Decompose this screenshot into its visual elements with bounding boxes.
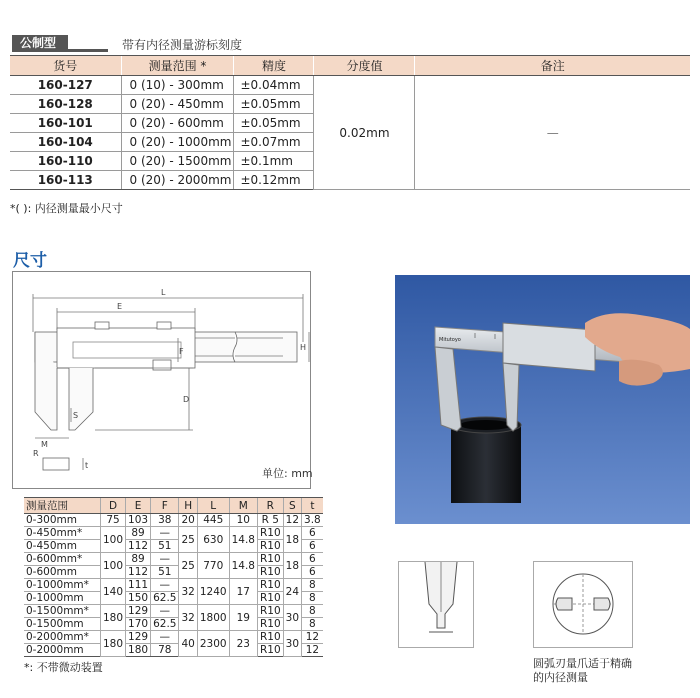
order-code: 160-113 [10,171,121,190]
m-cell: 10 [229,514,257,527]
spec-header-range: 测量范围 * [121,56,234,76]
e-cell: 150 [126,592,151,605]
r-cell: R10 [257,553,283,566]
dim-header: M [229,498,257,514]
section-tag: 公制型 [12,35,68,52]
f-cell: 51 [151,566,179,579]
accuracy: ±0.05mm [234,95,314,114]
f-cell: 38 [151,514,179,527]
dim-header: F [151,498,179,514]
dim-header: 测量范围 [24,498,101,514]
range-cell: 0-300mm [24,514,101,527]
f-cell: — [151,553,179,566]
accuracy: ±0.1mm [234,152,314,171]
section-tag-rule [68,49,108,52]
section-title: 带有内径测量游标刻度 [122,38,243,52]
dim-header-row [24,498,323,514]
l-cell: 1240 [197,579,229,605]
measuring-range: 0 (20) - 1500mm [121,152,234,171]
jaw-tip-detail [398,561,474,648]
f-cell: 51 [151,540,179,553]
e-cell: 89 [126,553,151,566]
r-cell: R10 [257,631,283,644]
r-cell: R10 [257,605,283,618]
f-cell: — [151,605,179,618]
d-cell: 100 [101,527,126,553]
f-cell: 62.5 [151,618,179,631]
measuring-range: 0 (20) - 600mm [121,114,234,133]
l-cell: 630 [197,527,229,553]
table-row [24,644,323,657]
t-cell: 6 [302,527,323,540]
range-cell: 0-2000mm* [24,631,101,644]
t-cell: 12 [302,631,323,644]
caliper-drawing [12,271,311,489]
accuracy: ±0.12mm [234,171,314,190]
range-cell: 0-450mm [24,540,101,553]
remarks: — [415,76,690,190]
e-cell: 112 [126,566,151,579]
label-s: S [73,411,79,420]
range-cell: 0-2000mm [24,644,101,657]
e-cell: 112 [126,540,151,553]
dimension-table [24,497,323,657]
dim-header: S [283,498,301,514]
jaw-caption-line2: 的内径测量 [533,671,588,684]
spec-header-remarks: 备注 [415,56,690,76]
table-row [24,605,323,618]
ring-workpiece [451,425,521,503]
r-cell: R10 [257,540,283,553]
r-cell: R10 [257,527,283,540]
order-code: 160-101 [10,114,121,133]
unit-label: 单位: mm [262,467,313,480]
spec-footnote: *( ): 内径测量最小尺寸 [10,202,123,215]
m-cell: 17 [229,579,257,605]
measuring-range: 0 (20) - 450mm [121,95,234,114]
dim-header: L [197,498,229,514]
label-r: R [33,449,39,458]
e-cell: 129 [126,631,151,644]
label-e: E [117,302,123,311]
r-cell: R 5 [257,514,283,527]
l-cell: 1800 [197,605,229,631]
measuring-range: 0 (10) - 300mm [121,76,234,95]
graduation: 0.02mm [314,76,415,190]
l-cell: 2300 [197,631,229,657]
t-cell: 8 [302,618,323,631]
r-cell: R10 [257,566,283,579]
h-cell: 20 [179,514,197,527]
order-code: 160-110 [10,152,121,171]
t-cell: 6 [302,540,323,553]
brand-text: Mitutoyo [439,337,461,343]
range-cell: 0-600mm [24,566,101,579]
label-d: D [183,395,190,404]
h-cell: 32 [179,605,197,631]
table-row [24,592,323,605]
accuracy: ±0.07mm [234,133,314,152]
t-cell: 8 [302,579,323,592]
photo-slider [503,323,595,371]
s-cell: 12 [283,514,301,527]
label-m: M [41,440,48,449]
label-h: H [300,343,307,352]
table-row [24,579,323,592]
f-cell: — [151,579,179,592]
dimensions-heading: 尺寸 [13,251,47,271]
h-cell: 32 [179,579,197,605]
f-cell: — [151,527,179,540]
table-row [24,553,323,566]
e-cell: 180 [126,644,151,657]
table-row [24,566,323,579]
jaw-caption-line1: 圆弧刃量爪适于精确 [533,657,632,670]
h-cell: 40 [179,631,197,657]
s-cell: 30 [283,605,301,631]
table-row [10,76,690,95]
d-cell: 100 [101,553,126,579]
spec-header-row [10,56,690,76]
dim-footnote: *: 不带微动装置 [24,661,103,674]
range-cell: 0-450mm* [24,527,101,540]
t-cell: 8 [302,592,323,605]
dim-header: E [126,498,151,514]
e-cell: 111 [126,579,151,592]
dim-header: H [179,498,197,514]
r-cell: R10 [257,644,283,657]
order-code: 160-128 [10,95,121,114]
e-cell: 89 [126,527,151,540]
d-cell: 180 [101,605,126,631]
moving-jaw [57,368,93,430]
accuracy: ±0.04mm [234,76,314,95]
r-cell: R10 [257,618,283,631]
e-cell: 103 [126,514,151,527]
table-row [24,527,323,540]
t-cell: 3.8 [302,514,323,527]
t-cell: 6 [302,566,323,579]
jaw-caption [533,657,663,685]
order-code: 160-104 [10,133,121,152]
d-cell: 75 [101,514,126,527]
f-cell: — [151,631,179,644]
s-cell: 30 [283,631,301,657]
measuring-range: 0 (20) - 2000mm [121,171,234,190]
label-l: L [161,288,166,297]
m-cell: 19 [229,605,257,631]
accuracy: ±0.05mm [234,114,314,133]
f-cell: 78 [151,644,179,657]
h-cell: 25 [179,527,197,553]
range-cell: 0-1000mm [24,592,101,605]
e-cell: 129 [126,605,151,618]
s-cell: 18 [283,527,301,553]
h-cell: 25 [179,553,197,579]
dim-header: D [101,498,126,514]
f-cell: 62.5 [151,592,179,605]
t-cell: 8 [302,605,323,618]
t-cell: 12 [302,644,323,657]
label-f: F [179,347,184,356]
r-cell: R10 [257,579,283,592]
r-cell: R10 [257,592,283,605]
s-cell: 18 [283,553,301,579]
product-photo [395,275,690,524]
table-row [24,631,323,644]
spec-header-code: 货号 [10,56,121,76]
range-cell: 0-1000mm* [24,579,101,592]
order-code: 160-127 [10,76,121,95]
s-cell: 24 [283,579,301,605]
dim-header: R [257,498,283,514]
range-cell: 0-1500mm [24,618,101,631]
dim-header: t [302,498,323,514]
range-cell: 0-600mm* [24,553,101,566]
spec-table [10,55,690,190]
table-row [24,618,323,631]
m-cell: 14.8 [229,553,257,579]
l-cell: 770 [197,553,229,579]
label-t: t [85,461,89,470]
t-cell: 6 [302,553,323,566]
range-cell: 0-1500mm* [24,605,101,618]
l-cell: 445 [197,514,229,527]
m-cell: 14.8 [229,527,257,553]
table-row [24,514,323,527]
table-row [24,540,323,553]
measuring-range: 0 (20) - 1000mm [121,133,234,152]
d-cell: 140 [101,579,126,605]
d-cell: 180 [101,631,126,657]
spec-header-graduation: 分度值 [314,56,415,76]
spec-header-accuracy: 精度 [234,56,314,76]
m-cell: 23 [229,631,257,657]
e-cell: 170 [126,618,151,631]
bore-measure-detail [533,561,633,648]
